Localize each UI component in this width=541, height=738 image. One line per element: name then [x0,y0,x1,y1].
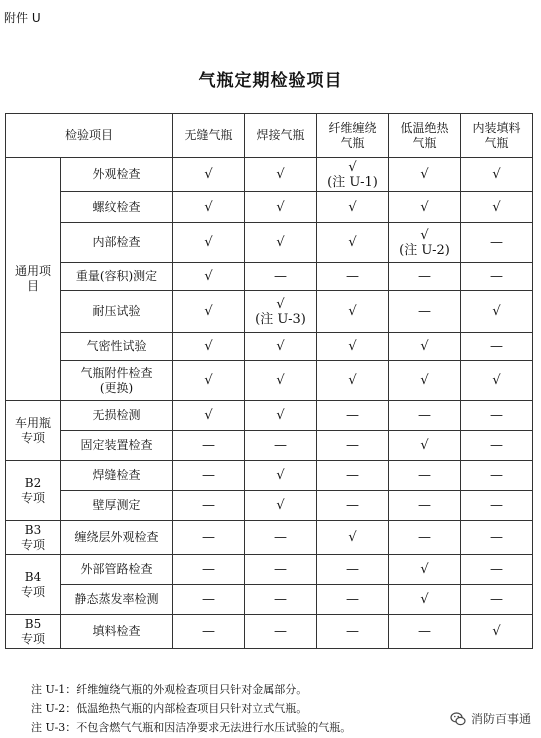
result-cell: — [317,585,389,615]
result-cell: √ [317,521,389,555]
result-cell: — [173,521,245,555]
result-cell: √ [389,585,461,615]
result-cell: √ [173,192,245,223]
table-row [6,361,533,401]
result-cell: — [317,615,389,649]
table-row [6,401,533,431]
result-cell: — [461,461,533,491]
result-cell: — [389,491,461,521]
footnote-u3: 注 U-3：不包含燃气气瓶和因洁净要求无法进行水压试验的气瓶。 [31,721,352,734]
footnotes [31,680,351,737]
item-name: 重量(容积)测定 [61,263,173,291]
result-cell: √ [317,333,389,361]
result-cell: — [317,461,389,491]
table-row [6,291,533,333]
result-cell: √ [245,333,317,361]
result-cell: √ [173,361,245,401]
result-cell: √ [317,291,389,333]
header-col-fiber [317,114,389,158]
result-cell: √ (注 U-1) [317,158,389,192]
item-name: 填料检查 [61,615,173,649]
result-cell: √ [389,555,461,585]
result-cell: — [317,431,389,461]
result-cell: — [461,491,533,521]
item-name: 内部检查 [61,223,173,263]
result-cell: √ [461,192,533,223]
result-cell: — [317,491,389,521]
result-cell: √ [317,223,389,263]
result-cell: √ [317,192,389,223]
result-cell: √ [245,223,317,263]
table-row [6,461,533,491]
result-cell: √ [173,158,245,192]
header-col-cryogenic [389,114,461,158]
group-label: B5 专项 [6,615,61,649]
inspection-table [5,113,533,649]
header-col-filler [461,114,533,158]
watermark-text: 消防百事通 [470,712,531,726]
item-name: 静态蒸发率检测 [61,585,173,615]
table-row [6,555,533,585]
result-cell: — [461,431,533,461]
result-cell: — [173,461,245,491]
table-row [6,223,533,263]
wechat-icon [450,711,466,727]
result-cell: — [461,333,533,361]
header-col-fiber-text: 纤维缠绕气瓶 [328,120,377,150]
group-label: B4 专项 [6,555,61,615]
result-cell: √ [173,223,245,263]
appendix-label: 附件 U [4,11,41,25]
item-name: 气瓶附件检查 (更换) [61,361,173,401]
result-cell: — [173,615,245,649]
group-label: B2 专项 [6,461,61,521]
group-label: B3 专项 [6,521,61,555]
result-cell: — [245,263,317,291]
table-row [6,192,533,223]
result-cell: √ [173,401,245,431]
result-cell: — [245,615,317,649]
item-name: 外部管路检查 [61,555,173,585]
result-cell: — [173,431,245,461]
result-cell: — [461,585,533,615]
result-cell: — [245,521,317,555]
table-row [6,521,533,555]
result-cell: — [461,223,533,263]
table-row [6,431,533,461]
table-row [6,158,533,192]
group-label: 车用瓶专项 [6,401,61,461]
result-cell: √ [317,361,389,401]
footnote-u1: 注 U-1：纤维缠绕气瓶的外观检查项目只针对金属部分。 [31,683,308,696]
result-cell: — [245,431,317,461]
header-row [6,114,533,158]
header-col-filler-text: 内装填料气瓶 [472,120,521,150]
result-cell: √ [389,158,461,192]
result-cell: — [317,263,389,291]
result-cell: — [245,555,317,585]
header-col-seamless: 无缝气瓶 [173,114,245,158]
result-cell: — [389,263,461,291]
table-row [6,333,533,361]
result-cell: — [389,461,461,491]
item-name: 壁厚测定 [61,491,173,521]
item-name: 气密性试验 [61,333,173,361]
result-cell: √ [245,158,317,192]
result-cell: √ [173,263,245,291]
result-cell: — [461,521,533,555]
result-cell: — [173,585,245,615]
result-cell: √ [245,461,317,491]
result-cell: √ [245,361,317,401]
result-cell: — [317,555,389,585]
result-cell: √ [461,615,533,649]
result-cell: √ [389,431,461,461]
result-cell: — [317,401,389,431]
item-name: 外观检查 [61,158,173,192]
result-cell: — [173,491,245,521]
watermark [450,710,531,727]
table-row [6,263,533,291]
result-cell: √ [389,192,461,223]
result-cell: — [245,585,317,615]
result-cell: √ (注 U-2) [389,223,461,263]
result-cell: √ [245,491,317,521]
item-name: 固定装置检查 [61,431,173,461]
result-cell: — [389,615,461,649]
result-cell: — [461,263,533,291]
result-cell: √ [245,192,317,223]
page-title: 气瓶定期检验项目 [198,71,343,91]
table-row [6,615,533,649]
result-cell: — [389,401,461,431]
result-cell: — [461,401,533,431]
group-label: 通用项目 [6,158,61,401]
result-cell: — [173,555,245,585]
result-cell: — [461,555,533,585]
footnote-u2: 注 U-2：低温绝热气瓶的内部检查项目只针对立式气瓶。 [31,702,308,715]
result-cell: √ [461,361,533,401]
table-row [6,585,533,615]
result-cell: — [389,521,461,555]
table-row [6,491,533,521]
table-body [6,158,533,649]
header-col-cryogenic-text: 低温绝热气瓶 [400,120,449,150]
result-cell: √ [173,291,245,333]
header-col-welded: 焊接气瓶 [245,114,317,158]
result-cell: √ [389,361,461,401]
result-cell: √ (注 U-3) [245,291,317,333]
result-cell: √ [245,401,317,431]
item-name: 焊缝检查 [61,461,173,491]
result-cell: — [389,291,461,333]
result-cell: √ [173,333,245,361]
header-item: 检验项目 [6,114,173,158]
result-cell: √ [461,291,533,333]
item-name: 缠绕层外观检查 [61,521,173,555]
item-name: 螺纹检查 [61,192,173,223]
result-cell: √ [389,333,461,361]
result-cell: √ [461,158,533,192]
item-name: 耐压试验 [61,291,173,333]
item-name: 无损检测 [61,401,173,431]
